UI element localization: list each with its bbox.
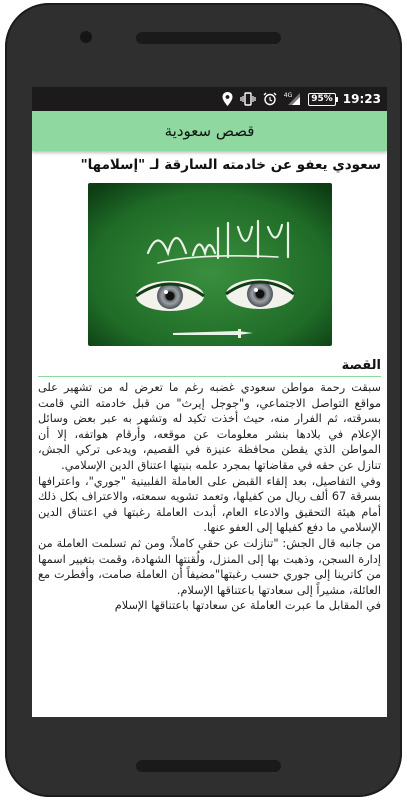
battery-indicator: 95% (308, 93, 336, 106)
phone-frame (5, 3, 402, 797)
location-icon (222, 92, 233, 106)
signal-icon (284, 92, 301, 106)
article-image (88, 183, 332, 346)
front-camera (80, 31, 92, 43)
story-paragraph: في المقابل ما عبرت العاملة عن سعادتها باعتناقها الإسلام (114, 599, 381, 613)
app-title: قصص سعودية (164, 122, 255, 140)
story-paragraph: سبقت رحمة مواطن سعودي غضبه رغم ما تعرض له من تشهير على مواقع التواصل الاجتماعي، و"جوجل إيرث" من قبل خادمته التي قامت بسرقته، ثم الفرار منه، حيث أخذت تكيد له وتشهر به عبر بعض وسائل الإعلام في بلادها بنشر معلومات عن موقعه، وأرقام هواتفه، إلا أن المواطن الذي يقطن محافظة عنيزة في القصيم، ويدعى تركي الجش، تنازل عن حقه في مقاضاتها بمجرد علمه بنيتها اعتناق الدين الإسلامي. (38, 381, 381, 472)
saudi-flag-face-image (88, 183, 332, 346)
alarm-icon (263, 92, 277, 106)
article-content[interactable] (32, 157, 387, 614)
clock: 19:23 (342, 92, 381, 106)
section-title: القصة (38, 358, 381, 377)
story-paragraph: وفي التفاصيل، بعد إلقاء القبض على العاملة الفلبينية "جوري"، واعترافها بسرقة 67 ألف ريال من كفيلها، وتعمد تشويه سمعته، والاعتراف بكل ذلك أمام هيئة التحقيق والادعاء العام، أبدت العاملة رغبتها في اعتناق الدين الإسلامي ما دفع كفيلها إلى العفو عنها. (38, 474, 381, 535)
story-paragraph: من جانبه قال الجش: "تنازلت عن حقي كاملاً، ومن ثم تسلمت العاملة من إدارة السجن، وذهبت بها إلى المنزل، ولُقنتها الشهادة، وقمت بتغيير اسمها من كاترينا إلى جوري حسب رغبتها"مضيفاً أن العاملة صامت، وأفطرت مع العائلة، مشيراً إلى سعادتها باعتناقها الإسلام. (38, 536, 381, 597)
scroll-fade (32, 703, 387, 717)
earpiece-speaker (136, 32, 281, 44)
screen (32, 87, 387, 717)
status-bar (32, 87, 387, 111)
story-text (38, 380, 381, 614)
bottom-speaker (136, 760, 281, 772)
app-bar (32, 111, 387, 151)
network-label: 4G (283, 91, 293, 99)
vibrate-icon (240, 92, 256, 106)
article-title: سعودي يعفو عن خادمته السارقة لـ "إسلامها" (80, 157, 381, 173)
